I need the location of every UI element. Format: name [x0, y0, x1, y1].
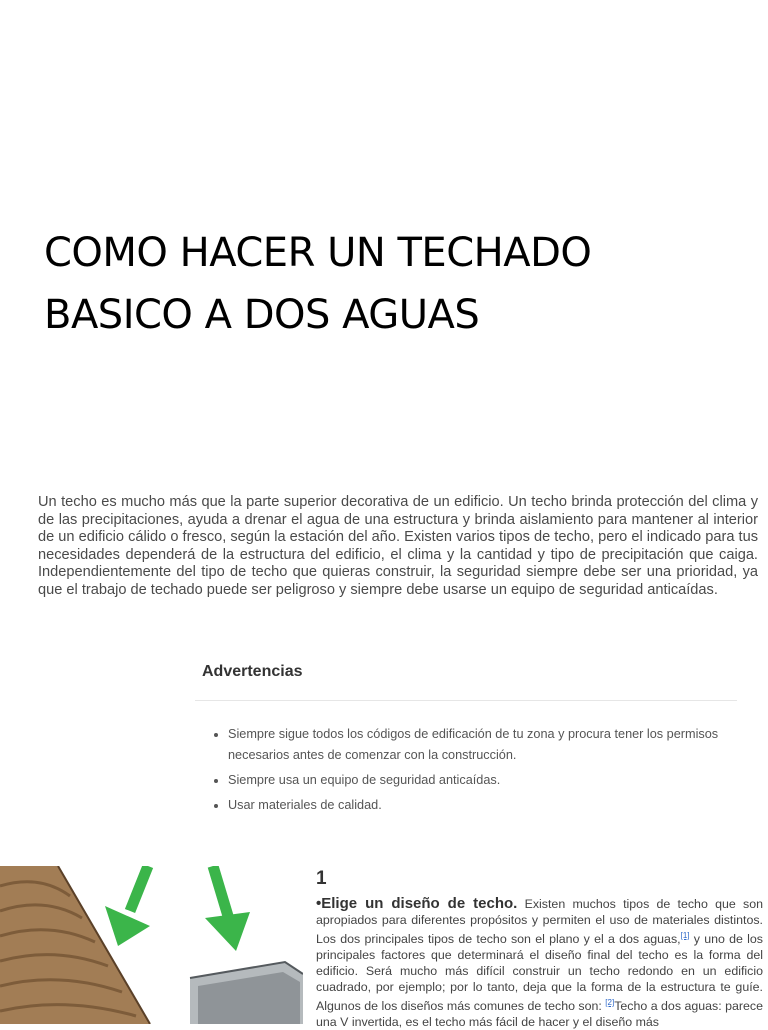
step-number: 1: [316, 868, 327, 889]
warning-item: • Siempre sigue todos los códigos de edificación de tu zona y procura tener los permisos necesarios antes de comenzar con la construcción.: [228, 724, 748, 766]
warnings-divider: [195, 700, 737, 701]
warning-item: • Siempre usa un equipo de seguridad anticaídas.: [228, 770, 748, 791]
warnings-list: [212, 724, 748, 820]
citation-link[interactable]: [1]: [680, 931, 690, 940]
step-lead: •Elige un diseño de techo.: [316, 895, 518, 912]
roof-illustration: [0, 866, 303, 1024]
page-title: COMO HACER UN TECHADO BASICO A DOS AGUAS: [44, 230, 592, 338]
roof-illustration-graphic: [0, 866, 303, 1024]
step-text-3: Techo a dos aguas: parece una V invertida, es el techo más fácil de hacer y el diseño más: [316, 999, 763, 1030]
step-text-2: y uno de los principales factores que determinará el diseño final del techo es la forma del edificio. Será mucho más difícil construir un techo redondo en un edificio cuadrado, por ejemplo; por lo tanto, deja que la forma de la estructura te guíe. Algunos de los diseños más comunes de techo son:: [316, 932, 763, 1014]
step-text-1: Existen muchos tipos de techo que son apropiados para diferentes propósitos y permiten el uso de materiales distintos. Los dos principales tipos de techo son el plano y el a dos aguas,: [316, 897, 763, 947]
citation-link[interactable]: [2]: [605, 998, 615, 1008]
step-paragraph: [316, 896, 763, 1030]
intro-paragraph: Un techo es mucho más que la parte superior decorativa de un edificio. Un techo brinda protección del clima y de las precipitaciones, ayuda a drenar el agua de una estructura y brinda aislamiento para mantener al interior de un edificio cálido o fresco, según la estación del año. Existen varios tipos de techo, pero el indicado para tus necesidades dependerá de la estructura del edificio, el clima y la cantidad y tipo de precipitación que caiga. Independientemente del tipo de techo que quieras construir, la seguridad siempre debe ser una prioridad, ya que el trabajo de techado puede ser peligroso y siempre debe usarse un equipo de seguridad anticaídas.: [38, 494, 758, 598]
warning-item: • Usar materiales de calidad.: [228, 795, 748, 816]
warnings-heading: Advertencias: [202, 663, 303, 680]
